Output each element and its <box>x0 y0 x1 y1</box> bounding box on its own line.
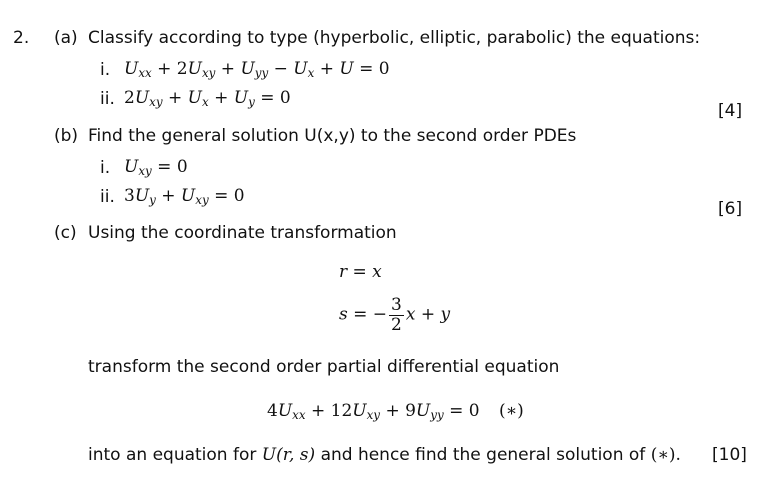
part-b-item-1-equation: $U_{xy} = 0$ <box>124 157 188 178</box>
part-c-pde: $4U_{xx} + 12U_{xy} + 9U_{yy} = 0$ (∗) <box>267 401 524 422</box>
question-number: 2. <box>13 28 30 48</box>
final-ref: (∗). <box>650 445 681 465</box>
part-b-item-2-label: ii. <box>100 187 115 207</box>
fraction-numerator: 3 <box>391 295 402 315</box>
final-prefix: into an equation for <box>88 445 257 465</box>
part-a-item-1-equation: $U_{xx} + 2U_{xy} + U_{yy} - U_x + U = 0$ <box>124 59 390 80</box>
fraction-three-halves <box>389 296 404 334</box>
part-b-prompt: Find the general solution U(x,y) to the second order PDEs <box>88 126 577 146</box>
final-func: U(r, s) <box>261 445 316 465</box>
part-a-item-2-label: ii. <box>100 89 115 109</box>
part-a-prompt: Classify according to type (hyperbolic, elliptic, parabolic) the equations: <box>88 28 701 48</box>
transform-r-equation: r = x <box>339 262 382 282</box>
part-a-marks: [4] <box>718 101 743 121</box>
transform-s-equation: s = − $\frac{3}{2}$ x + y <box>339 295 451 335</box>
final-middle: and hence find the general solution of <box>320 445 646 465</box>
pde-tag: (∗) <box>498 401 524 421</box>
part-c-final-line <box>88 445 681 465</box>
part-b-item-1-label: i. <box>100 158 111 178</box>
part-c-marks: [10] <box>712 445 747 465</box>
part-c-prompt: Using the coordinate transformation <box>88 223 397 243</box>
part-a-item-1-label: i. <box>100 60 111 80</box>
part-b-label: (b) <box>54 126 79 146</box>
part-c-label: (c) <box>54 223 77 243</box>
part-a-item-2-equation: $2U_{xy} + U_x + U_y = 0$ <box>124 88 291 109</box>
part-b-marks: [6] <box>718 199 743 219</box>
part-b-item-2-equation: $3U_y + U_{xy} = 0$ <box>124 186 245 207</box>
part-c-instruction: transform the second order partial differential equation <box>88 357 560 377</box>
part-a-label: (a) <box>54 28 78 48</box>
fraction-denominator: 2 <box>391 314 402 335</box>
